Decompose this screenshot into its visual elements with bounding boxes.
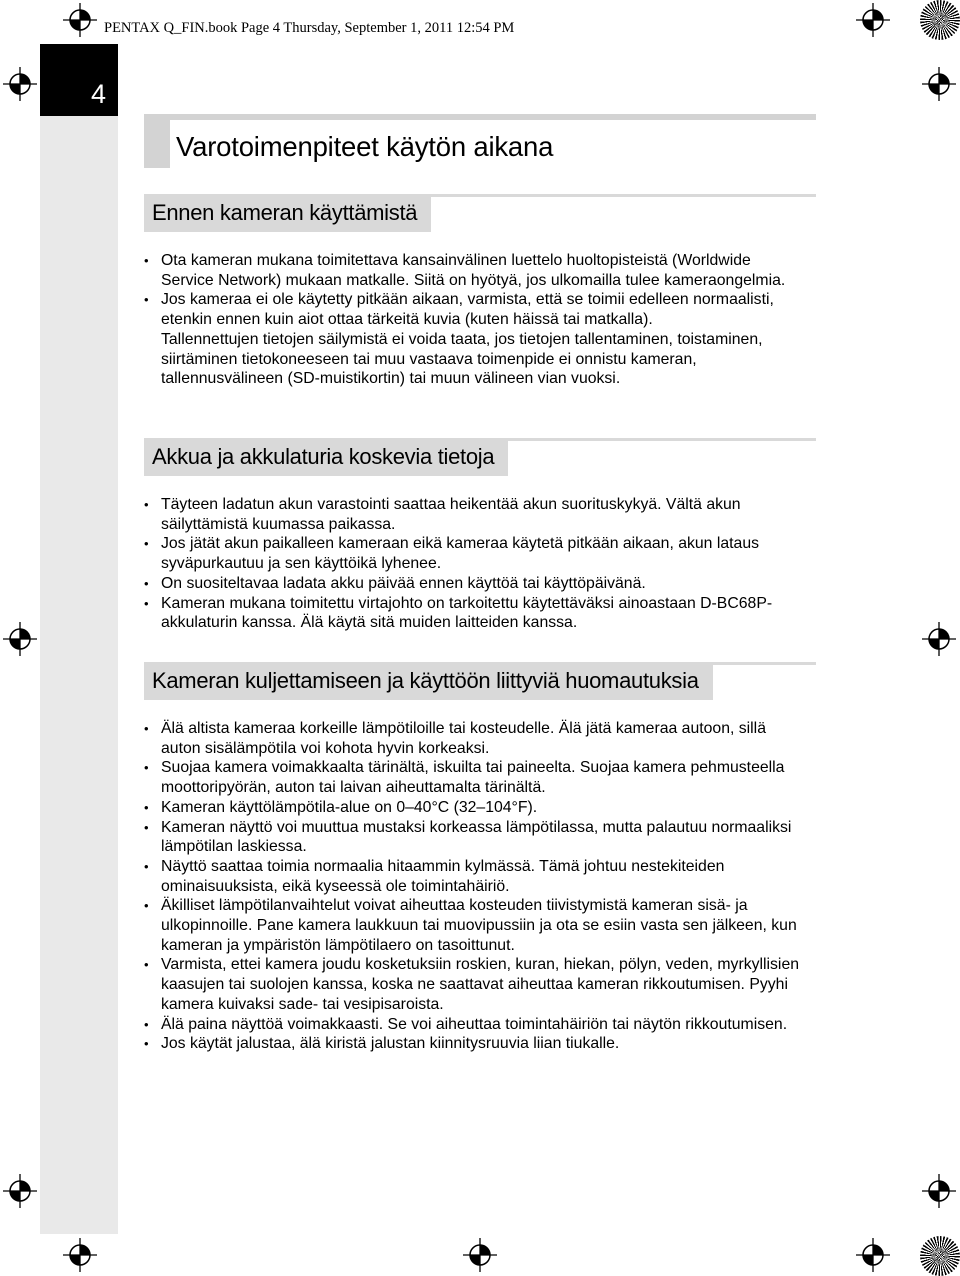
page-number: 4 bbox=[90, 79, 106, 109]
list-item: • Täyteen ladatun akun varastointi saattaa heikentää akun suorituskykyä. Vältä akun säilyttämistä kuumassa paikassa. bbox=[142, 495, 822, 534]
section-heading: Kameran kuljettamiseen ja käyttöön liittyviä huomautuksia bbox=[144, 662, 713, 700]
registration-mark-icon bbox=[3, 622, 37, 656]
bullet-list bbox=[142, 495, 822, 633]
list-item: • Jos käytät jalustaa, älä kiristä jalustan kiinnitysruuvia liian tiukalle. bbox=[142, 1034, 802, 1054]
registration-mark-icon bbox=[856, 3, 890, 37]
list-item: • Älä paina näyttöä voimakkaasti. Se voi aiheuttaa toimintahäiriön tai näytön rikkoutumisen. bbox=[142, 1015, 802, 1035]
title-bar bbox=[144, 114, 170, 168]
registration-mark-icon bbox=[856, 1238, 890, 1272]
registration-mark-icon bbox=[922, 1174, 956, 1208]
list-item: • Ota kameran mukana toimitettava kansainvälinen luettelo huoltopisteistä (Worldwide Service Network) mukaan matkalle. Siitä on hyötyä, jos ulkomailla tulee kameraongelmia. bbox=[142, 251, 802, 290]
list-item: • Älä altista kameraa korkeille lämpötiloille tai kosteudelle. Älä jätä kameraa autoon, sillä auton sisälämpötila voi kohota hyvin korkeaksi. bbox=[142, 719, 802, 758]
registration-mark-icon bbox=[3, 1174, 37, 1208]
starburst-icon bbox=[920, 0, 960, 40]
page-number-tab bbox=[40, 44, 118, 116]
section-heading-block bbox=[144, 194, 816, 234]
starburst-icon bbox=[920, 1236, 960, 1276]
book-header: PENTAX Q_FIN.book Page 4 Thursday, September 1, 2011 12:54 PM bbox=[104, 20, 515, 36]
list-item: • On suositeltavaa ladata akku päivää ennen käyttöä tai käyttöpäivänä. bbox=[142, 574, 822, 594]
list-item: • Äkilliset lämpötilanvaihtelut voivat aiheuttaa kosteuden tiivistymistä kameran sisä- ja ulkopinnoille. Pane kamera laukkuun tai muovipussiin ja ota se esiin vasta sen jälkeen, kun kameran ja ympäristön lämpötilaero on tasoittunut. bbox=[142, 896, 802, 955]
list-item: • Jos kameraa ei ole käytetty pitkään aikaan, varmista, että se toimii edelleen normaalisti, etenkin ennen kuin aiot ottaa tärkeitä kuvia (kuten häissä tai matkalla). bbox=[142, 290, 802, 329]
list-item: Tallennettujen tietojen säilymistä ei voida taata, jos tietojen tallentaminen, toistaminen, siirtäminen tietokoneeseen tai muu vastaava toimenpide ei onnistu kameran, tallennusvälineen (SD-muistikortin) tai muun välineen vian vuoksi. bbox=[161, 330, 763, 388]
page-title-block bbox=[144, 114, 816, 168]
list-item: • Varmista, ettei kamera joudu kosketuksiin roskien, kuran, hiekan, pölyn, veden, myrkyllisien kaasujen tai suolojen kanssa, koska ne saattavat aiheuttaa kameran rikkoutumisen. Pyyhi kamera kuivaksi sade- tai vesipisaroista. bbox=[142, 955, 802, 1014]
registration-mark-icon bbox=[922, 67, 956, 101]
list-item: • Kameran näyttö voi muuttua mustaksi korkeassa lämpötilassa, mutta palautuu normaaliksi lämpötilan laskiessa. bbox=[142, 818, 802, 857]
registration-mark-icon bbox=[63, 1238, 97, 1272]
page-title: Varotoimenpiteet käytön aikana bbox=[176, 131, 554, 162]
registration-mark-icon bbox=[922, 622, 956, 656]
section-heading: Akkua ja akkulaturia koskevia tietoja bbox=[144, 438, 508, 476]
list-item: • Kameran mukana toimitettu virtajohto on tarkoitettu käytettäväksi ainoastaan D-BC68P-akkulaturin kanssa. Älä käytä sitä muiden laitteiden kanssa. bbox=[142, 594, 822, 633]
section-heading: Ennen kameran käyttämistä bbox=[144, 194, 431, 232]
list-item: • Kameran käyttölämpötila-alue on 0–40°C (32–104°F). bbox=[142, 798, 802, 818]
list-item: • Näyttö saattaa toimia normaalia hitaammin kylmässä. Tämä johtuu nestekiteiden ominaisuuksista, eikä kyseessä ole toimintahäiriö. bbox=[142, 857, 802, 896]
section-heading-block bbox=[144, 662, 816, 702]
list-item: • Jos jätät akun paikalleen kameraan eikä kameraa käytetä pitkään aikaan, akun lataus syväpurkautuu ja sen käyttöikä lyhenee. bbox=[142, 534, 822, 573]
registration-mark-icon bbox=[3, 67, 37, 101]
list-item: • Suojaa kamera voimakkaalta tärinältä, iskuilta tai paineelta. Suojaa kamera pehmusteella moottoripyörän, auton tai laivan aiheuttamalta tärinältä. bbox=[142, 758, 802, 797]
section-heading-block bbox=[144, 438, 816, 478]
bullet-list bbox=[142, 719, 802, 1054]
registration-mark-icon bbox=[63, 3, 97, 37]
side-strip bbox=[40, 44, 118, 1234]
registration-mark-icon bbox=[463, 1238, 497, 1272]
bullet-list bbox=[142, 251, 802, 389]
title-rule bbox=[170, 114, 816, 120]
